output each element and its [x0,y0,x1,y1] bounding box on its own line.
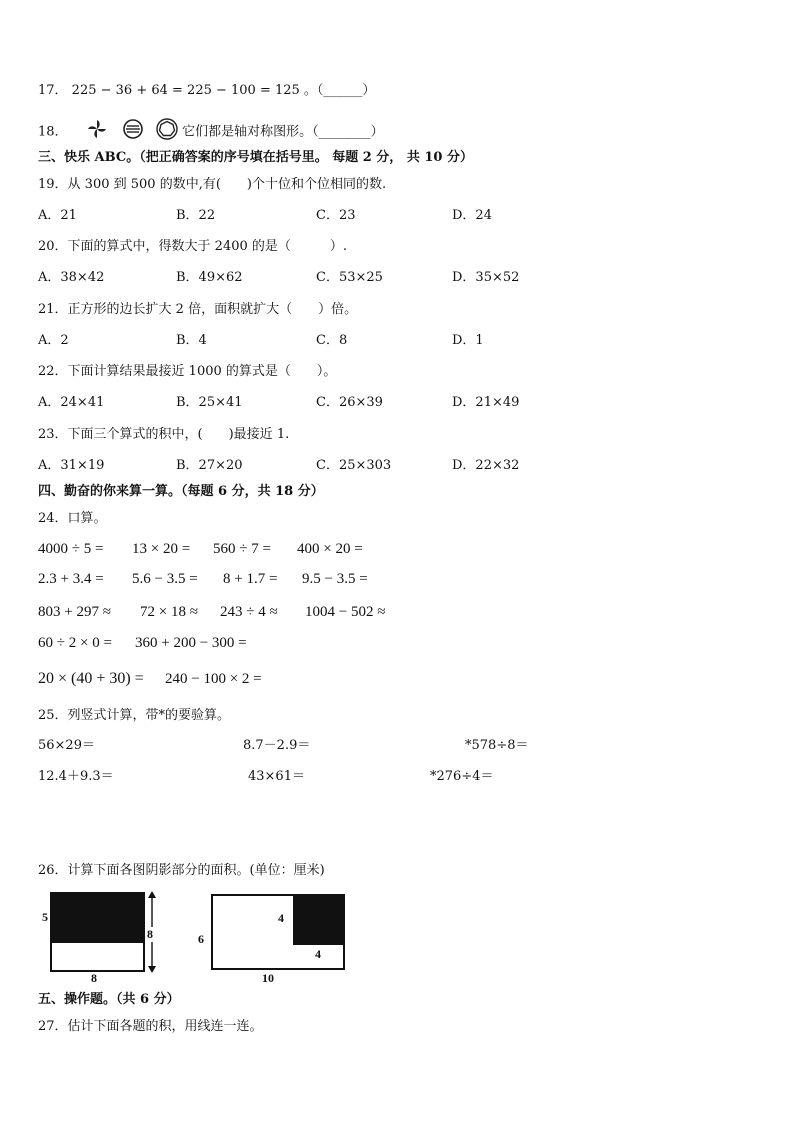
q23-option-a: A．31×19 [38,458,105,473]
vertical-calc-item: 12.4＋9.3＝ [38,769,114,784]
calc-item: 60 ÷ 2 × 0 = [38,635,112,651]
q23-option-b: B．27×20 [176,458,243,473]
section-5-title: 五、操作题。（共 6 分） [38,992,180,1007]
section-3-title: 三、快乐 ABC。（把正确答案的序号填在括号里。 每题 2 分， 共 10 分） [38,150,473,165]
figure-1-left-label: 5 [42,910,48,924]
figure-1-bottom-label: 8 [91,971,97,985]
q23-option-c: C．25×303 [316,458,392,473]
calc-item: 243 ÷ 4 ≈ [220,604,278,620]
calc-item: 1004 − 502 ≈ [305,604,386,620]
figure-2 [196,890,356,990]
question-23: 23．下面三个算式的积中，( )最接近 1. [38,427,290,442]
calc-item: 560 ÷ 7 = [213,541,271,557]
vertical-calc-item: *578÷8＝ [465,738,529,753]
calc-item: 360 + 200 − 300 = [135,635,247,651]
question-24: 24．口算。 [38,511,107,526]
question-27: 27．估计下面各题的积，用线连一连。 [38,1019,263,1034]
calc-item: 9.5 − 3.5 = [302,571,368,587]
q20-option-a: A．38×42 [38,270,105,285]
q19-option-a: A．21 [38,208,77,223]
figure-2-inner-bottom-label: 4 [315,947,321,961]
vertical-calc-item: 8.7－2.9＝ [243,738,311,753]
figure-1 [38,888,163,985]
q19-option-d: D．24 [452,208,492,223]
vertical-calc-item: 56×29＝ [38,738,95,753]
calc-item: 240 − 100 × 2 = [165,671,262,687]
q23-option-d: D．22×32 [452,458,520,473]
q22-option-d: D．21×49 [452,395,520,410]
calc-item: 4000 ÷ 5 = [38,541,104,557]
figure-1-right-label: 8 [147,927,153,941]
figure-2-inner-left-label: 4 [278,911,284,925]
question-18 [38,118,384,146]
calc-item: 20 × (40 + 30) = [38,670,144,687]
vertical-calc-item: 43×61＝ [248,769,305,784]
question-17: 17． 225 − 36 + 64 = 225 − 100 = 125 。（______） [38,83,376,98]
vertical-calc-item: *276÷4＝ [430,769,494,784]
figure-2-left-label: 6 [198,932,204,946]
pinwheel-icon [86,118,108,146]
q19-option-b: B．22 [176,208,216,223]
q20-option-c: C．53×25 [316,270,383,285]
calc-item: 72 × 18 ≈ [140,604,198,620]
figure-2-bottom-label: 10 [262,971,274,985]
question-22: 22．下面计算结果最接近 1000 的算式是（ ）。 [38,364,337,379]
calc-item: 13 × 20 = [132,541,191,557]
circle-stripe-icon [122,118,144,146]
calc-item: 2.3 + 3.4 = [38,571,104,587]
heptagon-icon [156,118,178,146]
calc-item: 8 + 1.7 = [223,571,278,587]
question-18-number: 18． [38,124,68,140]
q21-option-b: B．4 [176,333,207,348]
q20-option-b: B．49×62 [176,270,243,285]
question-26: 26．计算下面各图阴影部分的面积。(单位：厘米) [38,863,325,878]
q20-option-d: D．35×52 [452,270,520,285]
question-25: 25．列竖式计算，带*的要验算。 [38,708,231,723]
q21-option-c: C．8 [316,333,348,348]
calc-item: 400 × 20 = [297,541,363,557]
q21-option-a: A．2 [38,333,69,348]
q19-option-c: C．23 [316,208,356,223]
q22-option-b: B．25×41 [176,395,243,410]
question-19: 19．从 300 到 500 的数中,有( )个十位和个位相同的数. [38,177,387,192]
q21-option-d: D．1 [452,333,484,348]
section-4-title: 四、勤奋的你来算一算。（每题 6 分，共 18 分） [38,484,324,499]
calc-item: 803 + 297 ≈ [38,604,111,620]
q22-option-c: C．26×39 [316,395,383,410]
question-18-text: 它们都是轴对称图形。（________） [182,124,384,140]
q22-option-a: A．24×41 [38,395,105,410]
calc-item: 5.6 − 3.5 = [132,571,198,587]
question-21: 21．正方形的边长扩大 2 倍，面积就扩大（ ）倍。 [38,302,358,317]
question-20: 20．下面的算式中，得数大于 2400 的是（ ）. [38,239,348,254]
